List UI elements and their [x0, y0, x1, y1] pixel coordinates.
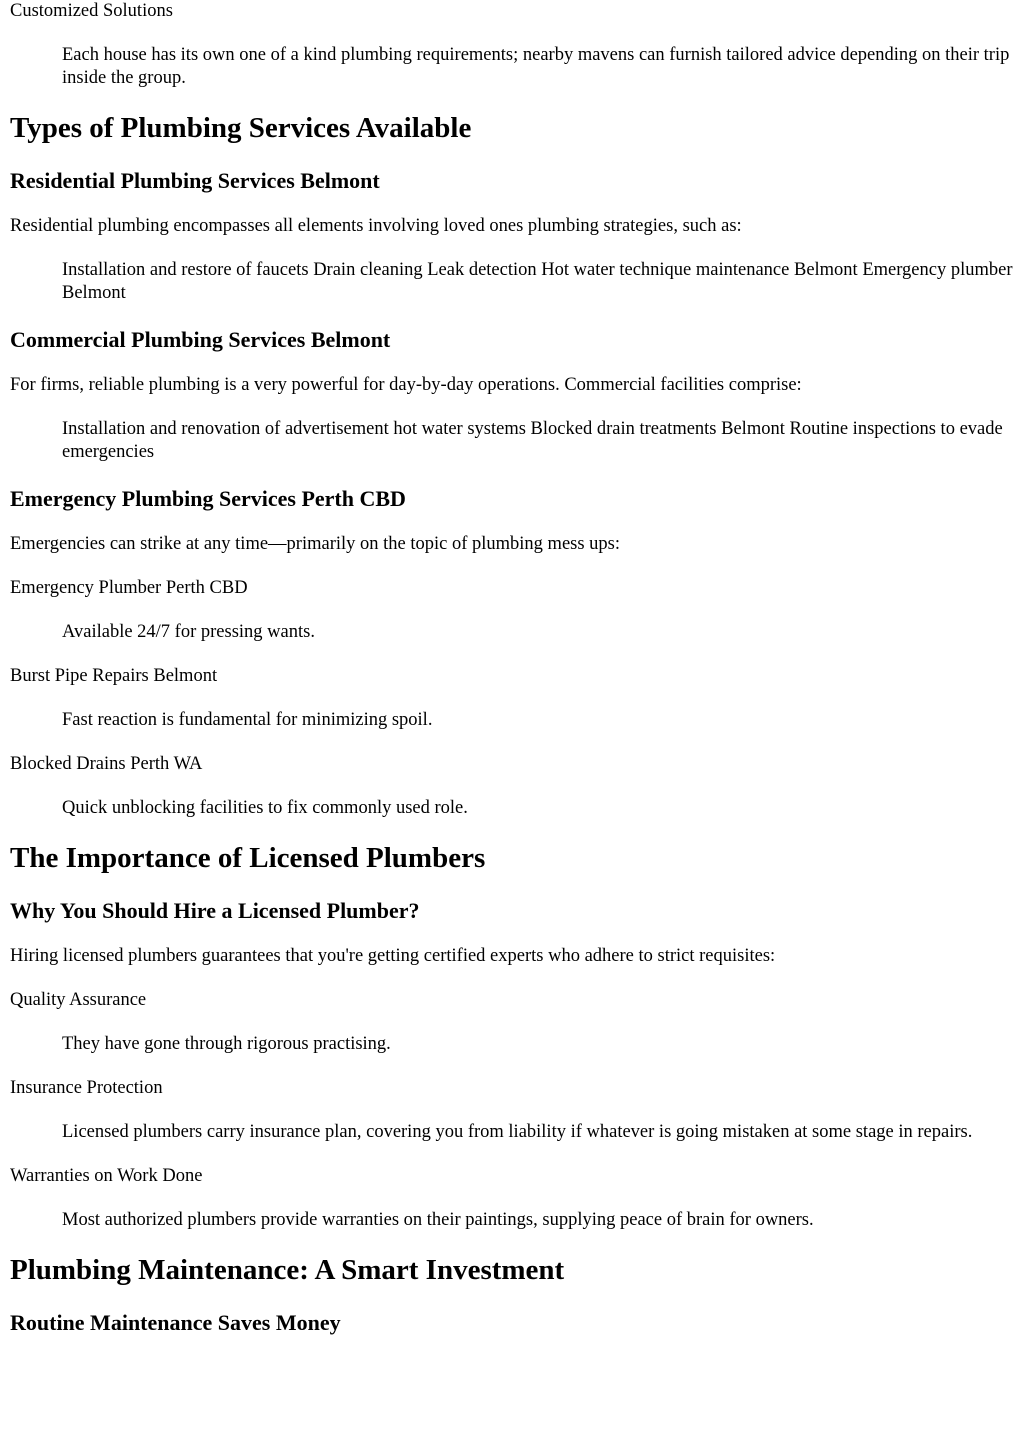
intro-definition-list: [10, 0, 1014, 90]
subsection-heading: Residential Plumbing Services Belmont: [10, 168, 380, 193]
definition-desc: Installation and restore of faucets Drain cleaning Leak detection Hot water technique maintenance Belmont Emergency plumber Belmont: [62, 260, 1013, 303]
definition-desc: Available 24/7 for pressing wants.: [62, 622, 315, 642]
definition-list: [10, 577, 1014, 820]
subsection-heading: Routine Maintenance Saves Money: [10, 1310, 341, 1335]
subsection-heading: Why You Should Hire a Licensed Plumber?: [10, 898, 420, 923]
definition-term: Insurance Protection: [10, 1078, 163, 1098]
definition-term: Quality Assurance: [10, 990, 147, 1010]
subsection-heading: Commercial Plumbing Services Belmont: [10, 327, 391, 352]
section-heading: The Importance of Licensed Plumbers: [10, 842, 486, 874]
paragraph: Hiring licensed plumbers guarantees that you're getting certified experts who adhere to strict requisites:: [10, 946, 776, 966]
definition-term: Emergency Plumber Perth CBD: [10, 578, 248, 598]
definition-term: Warranties on Work Done: [10, 1166, 203, 1186]
definition-list: [10, 989, 1014, 1232]
definition-desc: Most authorized plumbers provide warranties on their paintings, supplying peace of brain for owners.: [62, 1210, 814, 1230]
section-heading: Types of Plumbing Services Available: [10, 112, 472, 144]
section-heading: Plumbing Maintenance: A Smart Investment: [10, 1254, 565, 1286]
definition-desc: Fast reaction is fundamental for minimizing spoil.: [62, 710, 433, 730]
subsection-heading: Emergency Plumbing Services Perth CBD: [10, 486, 406, 511]
definition-list: [10, 259, 1014, 305]
definition-term: Blocked Drains Perth WA: [10, 754, 203, 774]
definition-desc: They have gone through rigorous practising.: [62, 1034, 391, 1054]
definition-desc: Quick unblocking facilities to fix commonly used role.: [62, 798, 468, 818]
paragraph: Emergencies can strike at any time—primarily on the topic of plumbing mess ups:: [10, 534, 621, 554]
definition-desc: Each house has its own one of a kind plumbing requirements; nearby mavens can furnish tailored advice depending on their trip inside the group.: [62, 45, 1010, 88]
definition-term: Burst Pipe Repairs Belmont: [10, 666, 218, 686]
definition-list: [10, 418, 1014, 464]
paragraph: Residential plumbing encompasses all elements involving loved ones plumbing strategies, such as:: [10, 216, 742, 236]
definition-term: Customized Solutions: [10, 1, 173, 21]
paragraph: For firms, reliable plumbing is a very powerful for day-by-day operations. Commercial facilities comprise:: [10, 375, 802, 395]
definition-desc: Installation and renovation of advertisement hot water systems Blocked drain treatments Belmont Routine inspections to evade emergencies: [62, 419, 1003, 462]
definition-desc: Licensed plumbers carry insurance plan, covering you from liability if whatever is going mistaken at some stage in repairs.: [62, 1122, 973, 1142]
